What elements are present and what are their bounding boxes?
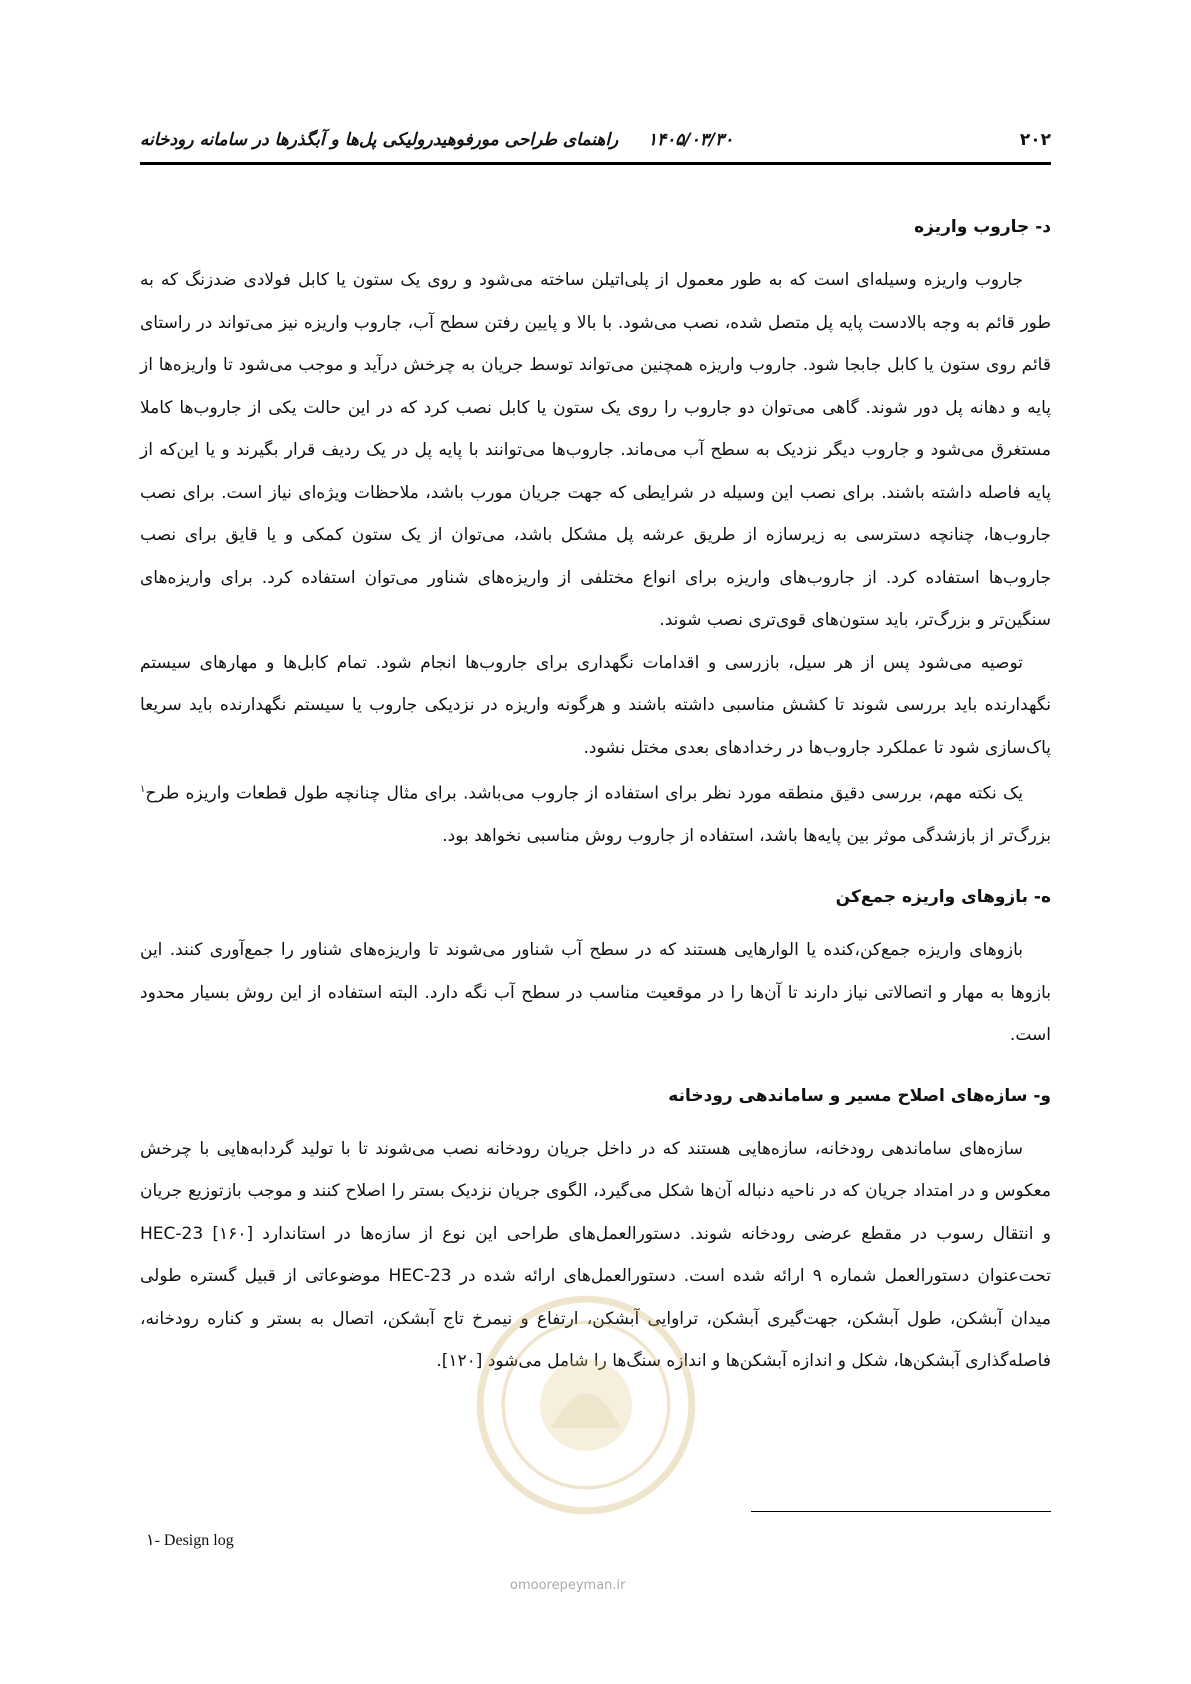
paragraph: توصیه می‌شود پس از هر سیل، بازرسی و اقدامات نگهداری برای جاروب‌ها انجام شود. تمام کابل‌ها و مهارهای سیستم نگهدارنده باید بررسی شوند تا کشش مناسبی داشته باشند و هرگونه واریزه در نزدیکی جاروب یا سیستم نگهدارنده باید سریعا پاک‌سازی شود تا عملکرد جاروب‌ها در رخدادهای بعدی مختل نشود. <box>140 652 1051 758</box>
footnote-divider <box>751 1511 1051 1512</box>
paragraph: جاروب واریزه وسیله‌ای است که به طور معمول از پلی‌اتیلن ساخته می‌شود و روی یک ستون یا کابل فولادی ضدزنگ که به طور قائم به وجه بالادست پایه پل متصل شده، نصب می‌شود. با بالا و پایین رفتن سطح آب، جاروب واریزه نیز می‌تواند در راستای قائم روی ستون یا کابل جابجا شود. جاروب واریزه همچنین می‌تواند توسط جریان به چرخش درآید و موجب می‌شود تا واریزه‌ها از پایه و دهانه پل دور شوند. گاهی می‌توان دو جاروب را روی یک ستون یا کابل نصب کرد که در این حالت یکی از جاروب‌ها کاملا مستغرق می‌شود و جاروب دیگر نزدیک به سطح آب می‌ماند. جاروب‌ها می‌توانند با پایه پل در یک ردیف قرار بگیرند و یا این‌که از پایه فاصله داشته باشند. برای نصب این وسیله در شرایطی که جهت جریان مورب باشد، ملاحظات ویژه‌ای نیاز است. برای نصب جاروب‌ها، چنانچه دسترسی به زیرسازه از طریق عرشه پل مشکل باشد، می‌توان از یک ستون کمکی و یا قایق برای نصب جاروب‌ها استفاده کرد. از جاروب‌های واریزه برای انواع مختلفی از واریزه‌های شناور می‌توان استفاده کرد. برای واریزه‌های سنگین‌تر و بزرگ‌تر، باید ستون‌های قوی‌تری نصب شوند. <box>140 270 1051 631</box>
running-title-text: راهنمای طراحی مورفوهیدرولیکی پل‌ها و آبگذرها در سامانه رودخانه <box>140 130 619 150</box>
footnote: ۱- Design log <box>146 1532 234 1549</box>
watermark-url: omoorepeyman.ir <box>510 1578 626 1593</box>
page-header <box>140 122 1051 165</box>
section-heading-debris-sweeper: د- جاروب واریزه <box>914 217 1051 237</box>
running-title <box>140 130 733 150</box>
section-heading-river-training: و- سازه‌های اصلاح مسیر و ساماندهی رودخانه <box>668 1085 1051 1106</box>
paragraph <box>140 769 1051 858</box>
running-date: ۱۴۰۵/۰۳/۳۰ <box>647 130 734 150</box>
paragraph-text: بزرگ‌تر از بازشدگی موثر بین پایه‌ها باشد، استفاده از جاروب روش مناسبی نخواهد بود. <box>442 826 1051 847</box>
paragraph: بازوهای واریزه جمع‌کن،کنده یا الوارهایی هستند که در سطح آب شناور می‌شوند تا واریزه‌های شناور را جمع‌آوری کنند. این بازوها به مهار و اتصالاتی نیاز دارند تا آن‌ها را در موقعیت مناسب در سطح آب نگه دارد. البته استفاده از این روش بسیار محدود است. <box>140 940 1051 1046</box>
main-content <box>140 214 1051 1383</box>
paragraph: سازه‌های ساماندهی رودخانه، سازه‌هایی هستند که در داخل جریان رودخانه نصب می‌شوند تا با تولید گردابه‌هایی با چرخش معکوس و در امتداد جریان که در ناحیه دنباله آن‌ها شکل می‌گیرد، الگوی جریان نزدیک بستر را اصلاح کنند و موجب بازتوزیع جریان و انتقال رسوب در مقطع عرضی رودخانه شوند. دستورالعمل‌های طراحی این نوع از سازه‌ها در استاندارد HEC-23 [۱۶۰] تحت‌عنوان دستورالعمل شماره ۹ ارائه شده است. دستورالعمل‌های ارائه شده در HEC-23 موضوعاتی از قبیل گستره طولی میدان آبشکن، طول آبشکن، جهت‌گیری آبشکن، تراوایی آبشکن، ارتفاع و نیمرخ تاج آبشکن، اتصال به بستر و کناره رودخانه، فاصله‌گذاری آبشکن‌ها، شکل و اندازه آبشکن‌ها و اندازه سنگ‌ها را شامل می‌شود [۱۲۰]. <box>140 1138 1052 1372</box>
watermark-seal-icon <box>471 1290 701 1520</box>
footnote-reference: ۱ <box>140 784 146 796</box>
page-number: ۲۰۲ <box>1019 130 1051 150</box>
paragraph-text: یک نکته مهم، بررسی دقیق منطقه مورد نظر برای استفاده از جاروب می‌باشد. برای مثال چنانچه طول قطعات واریزه طرح <box>145 783 1023 804</box>
section-heading-debris-booms: ه- بازوهای واریزه جمع‌کن <box>835 886 1051 907</box>
